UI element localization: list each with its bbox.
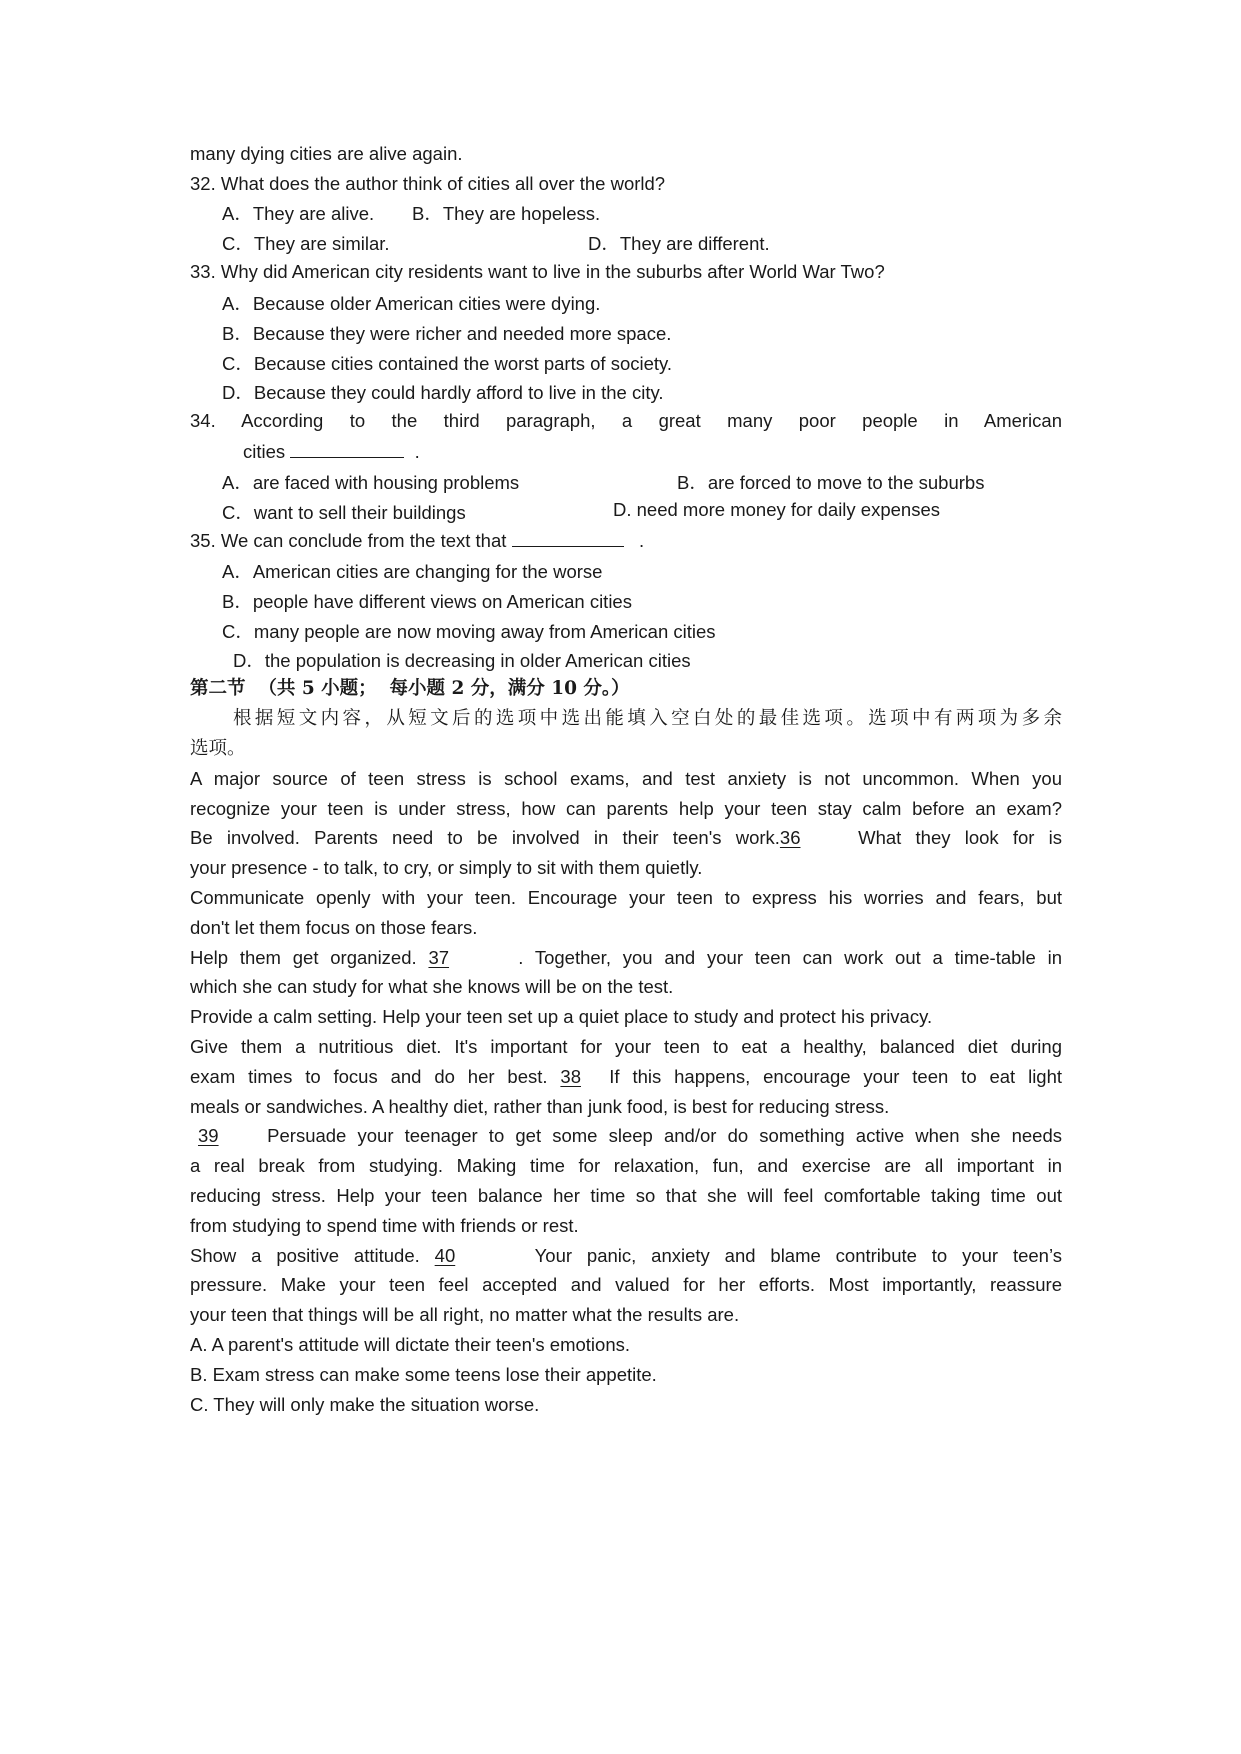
- q33-option-b: B．Because they were richer and needed more space.: [222, 323, 672, 344]
- passage-text: Be involved. Parents need to be involved in their teen's work.: [190, 827, 780, 848]
- passage-line-with-blank-37: [190, 946, 1062, 970]
- q32-option-a: A．They are alive.: [222, 203, 375, 224]
- q34-option-a: A．are faced with housing problems: [222, 472, 520, 493]
- passage-line: which she can study for what she knows will be on the test.: [190, 976, 674, 997]
- passage-text: What they look for is: [858, 827, 1063, 848]
- passage-line: Communicate openly with your teen. Encourage your teen to express his worries and fears, but: [190, 887, 1062, 908]
- q33-option-d: D．Because they could hardly afford to live in the city.: [222, 382, 664, 403]
- passage-line-with-blank-36: [190, 826, 1062, 850]
- passage-text: exam times to focus and do her best.: [190, 1066, 548, 1087]
- q32-option-d: D．They are different.: [588, 233, 770, 254]
- q33-option-a: A．Because older American cities were dying.: [222, 293, 601, 314]
- question-34-stem-word: cities: [243, 441, 286, 462]
- q33-option-c: C．Because cities contained the worst parts of society.: [222, 353, 673, 374]
- passage-line: don't let them focus on those fears.: [190, 917, 478, 938]
- question-34-period: .: [414, 441, 420, 462]
- answer-option-c: C. They will only make the situation worse.: [190, 1394, 540, 1415]
- answer-option-b: B. Exam stress can make some teens lose their appetite.: [190, 1364, 657, 1385]
- passage-line: recognize your teen is under stress, how can parents help your teen stay calm before an exam?: [190, 798, 1062, 819]
- question-35-period: .: [638, 530, 645, 551]
- question-34-stem-text: 34. According to the third paragraph, a great many poor people in American: [190, 410, 1062, 431]
- blank-36: 36: [779, 827, 801, 848]
- passage-text: Persuade your teenager to get some sleep and/or do something active when she needs: [267, 1125, 1063, 1146]
- passage-line: from studying to spend time with friends or rest.: [190, 1215, 579, 1236]
- blank-39: 39: [198, 1125, 219, 1146]
- question-32-stem: 32. What does the author think of cities all over the world?: [190, 173, 666, 194]
- passage-text: Your panic, anxiety and blame contribute to your teen’s: [534, 1245, 1063, 1266]
- section-instruction-cont: 选项。: [190, 738, 246, 759]
- question-35-stem-line: [190, 528, 644, 553]
- q32-option-c: C．They are similar.: [222, 233, 390, 254]
- answer-blank-34: [290, 439, 404, 458]
- q32-option-b: B．They are hopeless.: [412, 203, 601, 224]
- q35-option-c: C．many people are now moving away from American cities: [222, 621, 716, 642]
- question-33-stem: 33. Why did American city residents want to live in the suburbs after World War Two?: [190, 261, 885, 282]
- passage-line: A major source of teen stress is school exams, and test anxiety is not uncommon. When you: [190, 768, 1062, 789]
- passage-line: your teen that things will be all right, no matter what the results are.: [190, 1304, 740, 1325]
- question-34-stem-cont: [243, 439, 420, 464]
- passage-text: If this happens, encourage your teen to eat light: [609, 1066, 1063, 1087]
- passage-line-with-blank-39: [190, 1124, 1062, 1148]
- passage-text: Show a positive attitude.: [190, 1245, 420, 1266]
- passage-line: your presence - to talk, to cry, or simply to sit with them quietly.: [190, 857, 703, 878]
- answer-option-a: A. A parent's attitude will dictate their teen's emotions.: [190, 1334, 630, 1355]
- question-34-stem: [190, 409, 1062, 433]
- intro-line: many dying cities are alive again.: [190, 143, 463, 164]
- question-35-stem: 35. We can conclude from the text that: [190, 530, 507, 551]
- q35-option-a: A．American cities are changing for the worse: [222, 561, 603, 582]
- passage-line: Give them a nutritious diet. It's important for your teen to eat a healthy, balanced diet during: [190, 1036, 1062, 1057]
- blank-38: 38: [560, 1066, 581, 1087]
- passage-line: a real break from studying. Making time for relaxation, fun, and exercise are all important in: [190, 1155, 1062, 1176]
- passage-text: . Together, you and your teen can work out a time-table in: [518, 947, 1063, 968]
- passage-line: meals or sandwiches. A healthy diet, rather than junk food, is best for reducing stress.: [190, 1096, 890, 1117]
- passage-line: Provide a calm setting. Help your teen set up a quiet place to study and protect his privacy.: [190, 1006, 933, 1027]
- q34-option-b: B．are forced to move to the suburbs: [677, 472, 985, 493]
- passage-line: pressure. Make your teen feel accepted and valued for her efforts. Most importantly, reassure: [190, 1274, 1062, 1295]
- q34-option-d: D. need more money for daily expenses: [613, 499, 941, 520]
- passage-line: reducing stress. Help your teen balance her time so that she will feel comfortable taking time out: [190, 1185, 1062, 1206]
- passage-text: Help them get organized.: [190, 947, 417, 968]
- passage-line-with-blank-38: [190, 1065, 1062, 1089]
- q35-option-b: B．people have different views on American cities: [222, 591, 632, 612]
- q34-option-c: C．want to sell their buildings: [222, 502, 466, 523]
- section-instruction: 根据短文内容，从短文后的选项中选出能填入空白处的最佳选项。选项中有两项为多余: [233, 708, 1062, 729]
- blank-37: 37: [428, 947, 450, 968]
- answer-blank-35: [512, 528, 624, 547]
- section-heading: 第二节 （共 5 小题； 每小题 2 分，满分 10 分。）: [190, 678, 630, 699]
- blank-40: 40: [434, 1245, 456, 1266]
- passage-line-with-blank-40: [190, 1244, 1062, 1268]
- q35-option-d: D．the population is decreasing in older American cities: [233, 650, 691, 671]
